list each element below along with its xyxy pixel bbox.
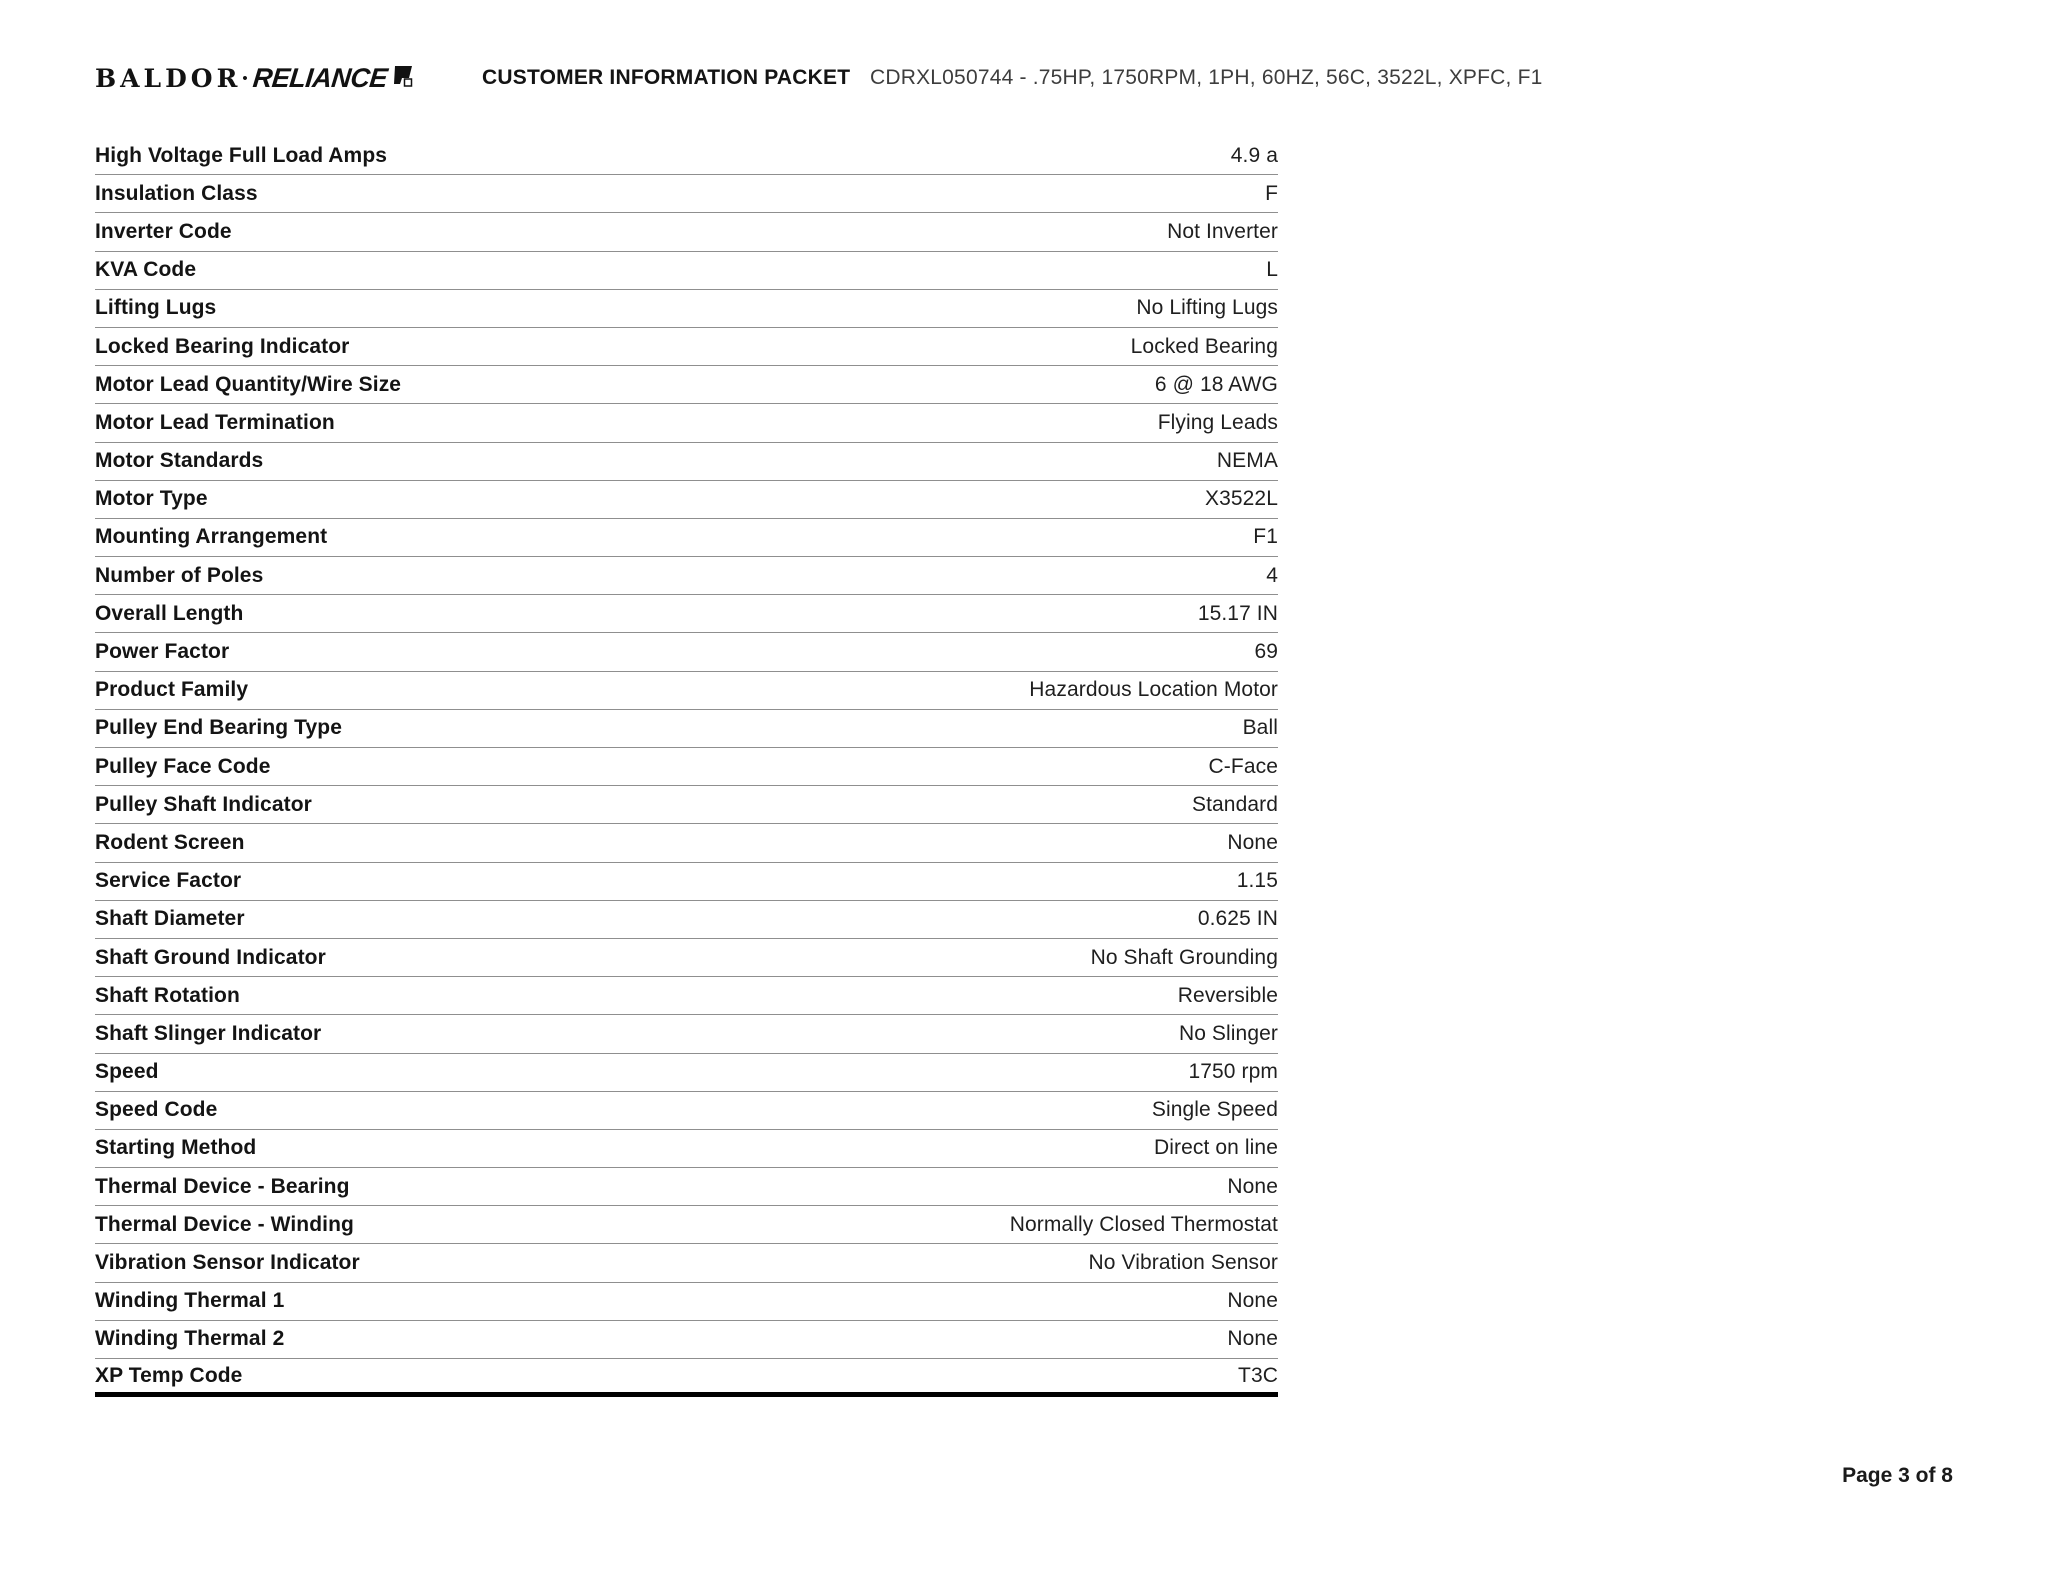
spec-value: L [1266,258,1278,282]
table-row [95,290,1278,328]
table-row [95,1244,1278,1282]
spec-label: Motor Standards [95,449,264,473]
spec-value: 15.17 IN [1197,601,1278,625]
spec-label: Motor Type [95,487,208,511]
table-row [95,175,1278,213]
spec-label: Lifting Lugs [95,296,217,320]
spec-value: 1750 rpm [1188,1060,1278,1084]
spec-label: Winding Thermal 2 [95,1327,285,1351]
logo-baldor-text: BALDOR [95,63,242,93]
spec-value: No Slinger [1178,1021,1278,1045]
table-row [95,595,1278,633]
table-row [95,328,1278,366]
spec-value: X3522L [1204,487,1278,511]
product-description: CDRXL050744 - .75HP, 1750RPM, 1PH, 60HZ, 56C, 3522L, XPFC, F1 [870,66,1543,89]
spec-value: Flying Leads [1157,410,1278,434]
spec-value: Normally Closed Thermostat [1009,1212,1278,1236]
spec-value: 69 [1254,640,1278,664]
table-row [95,1092,1278,1130]
table-row [95,1054,1278,1092]
table-row [95,1321,1278,1359]
spec-label: Vibration Sensor Indicator [95,1251,360,1275]
logo-reliance-text: RELIANCE [251,62,389,93]
spec-value: 0.625 IN [1197,907,1278,931]
spec-label: Mounting Arrangement [95,525,328,549]
spec-label: Inverter Code [95,219,232,243]
spec-value: Not Inverter [1167,219,1278,243]
spec-label: Shaft Rotation [95,983,240,1007]
logo-dot-separator: • [242,69,248,87]
spec-value: NEMA [1216,449,1278,473]
table-row [95,633,1278,671]
spec-value: F [1265,181,1278,205]
spec-label: Shaft Ground Indicator [95,945,326,969]
reliance-trademark-icon [389,65,413,91]
spec-label: Speed Code [95,1098,218,1122]
spec-label: Thermal Device - Winding [95,1212,354,1236]
spec-value: Reversible [1177,983,1278,1007]
spec-label: Shaft Slinger Indicator [95,1021,322,1045]
spec-value: Hazardous Location Motor [1029,678,1278,702]
table-row [95,1130,1278,1168]
table-row [95,1206,1278,1244]
table-row [95,710,1278,748]
spec-label: High Voltage Full Load Amps [95,143,388,167]
spec-value: None [1227,1174,1278,1198]
table-row [95,1359,1278,1397]
spec-value: None [1227,830,1278,854]
spec-label: Number of Poles [95,563,264,587]
table-row [95,1283,1278,1321]
table-row [95,404,1278,442]
spec-label: Power Factor [95,640,230,664]
spec-value: No Lifting Lugs [1136,296,1278,320]
table-row [95,672,1278,710]
table-row [95,137,1278,175]
spec-label: Locked Bearing Indicator [95,334,350,358]
spec-label: KVA Code [95,258,197,282]
spec-label: Motor Lead Termination [95,410,335,434]
table-row [95,519,1278,557]
table-row [95,1015,1278,1053]
page-footer [1842,1464,1953,1488]
spec-label: Service Factor [95,869,242,893]
page-header [95,60,1542,96]
table-row [95,557,1278,595]
table-row [95,977,1278,1015]
table-row [95,863,1278,901]
spec-value: T3C [1238,1363,1278,1387]
spec-value: Single Speed [1151,1098,1278,1122]
spec-value: Ball [1242,716,1278,740]
table-row [95,366,1278,404]
spec-value: F1 [1253,525,1278,549]
spec-label: Pulley End Bearing Type [95,716,342,740]
spec-label: XP Temp Code [95,1363,243,1387]
spec-table [95,137,1278,1397]
spec-label: Rodent Screen [95,830,245,854]
table-row [95,748,1278,786]
spec-label: Pulley Shaft Indicator [95,792,312,816]
baldor-reliance-logo [95,63,440,94]
table-row [95,939,1278,977]
spec-value: Direct on line [1154,1136,1278,1160]
document-title: CUSTOMER INFORMATION PACKET [482,66,851,89]
spec-value: Standard [1191,792,1278,816]
spec-label: Starting Method [95,1136,257,1160]
page-number: Page 3 of 8 [1842,1464,1953,1487]
table-row [95,443,1278,481]
table-row [95,252,1278,290]
spec-value: Locked Bearing [1130,334,1278,358]
spec-label: Winding Thermal 1 [95,1289,285,1313]
table-row [95,1168,1278,1206]
spec-value: 4 [1266,563,1278,587]
spec-label: Pulley Face Code [95,754,271,778]
spec-value: 6 @ 18 AWG [1154,372,1278,396]
spec-label: Overall Length [95,601,244,625]
spec-label: Product Family [95,678,249,702]
spec-label: Insulation Class [95,181,258,205]
spec-value: None [1227,1289,1278,1313]
spec-value: No Vibration Sensor [1088,1251,1278,1275]
table-row [95,901,1278,939]
table-row [95,213,1278,251]
spec-value: C-Face [1208,754,1278,778]
table-row [95,824,1278,862]
spec-value: None [1227,1327,1278,1351]
spec-label: Motor Lead Quantity/Wire Size [95,372,402,396]
spec-value: 4.9 a [1230,143,1278,167]
table-row [95,481,1278,519]
spec-label: Shaft Diameter [95,907,245,931]
spec-value: No Shaft Grounding [1090,945,1278,969]
table-row [95,786,1278,824]
spec-label: Speed [95,1060,159,1084]
spec-label: Thermal Device - Bearing [95,1174,350,1198]
spec-value: 1.15 [1236,869,1278,893]
